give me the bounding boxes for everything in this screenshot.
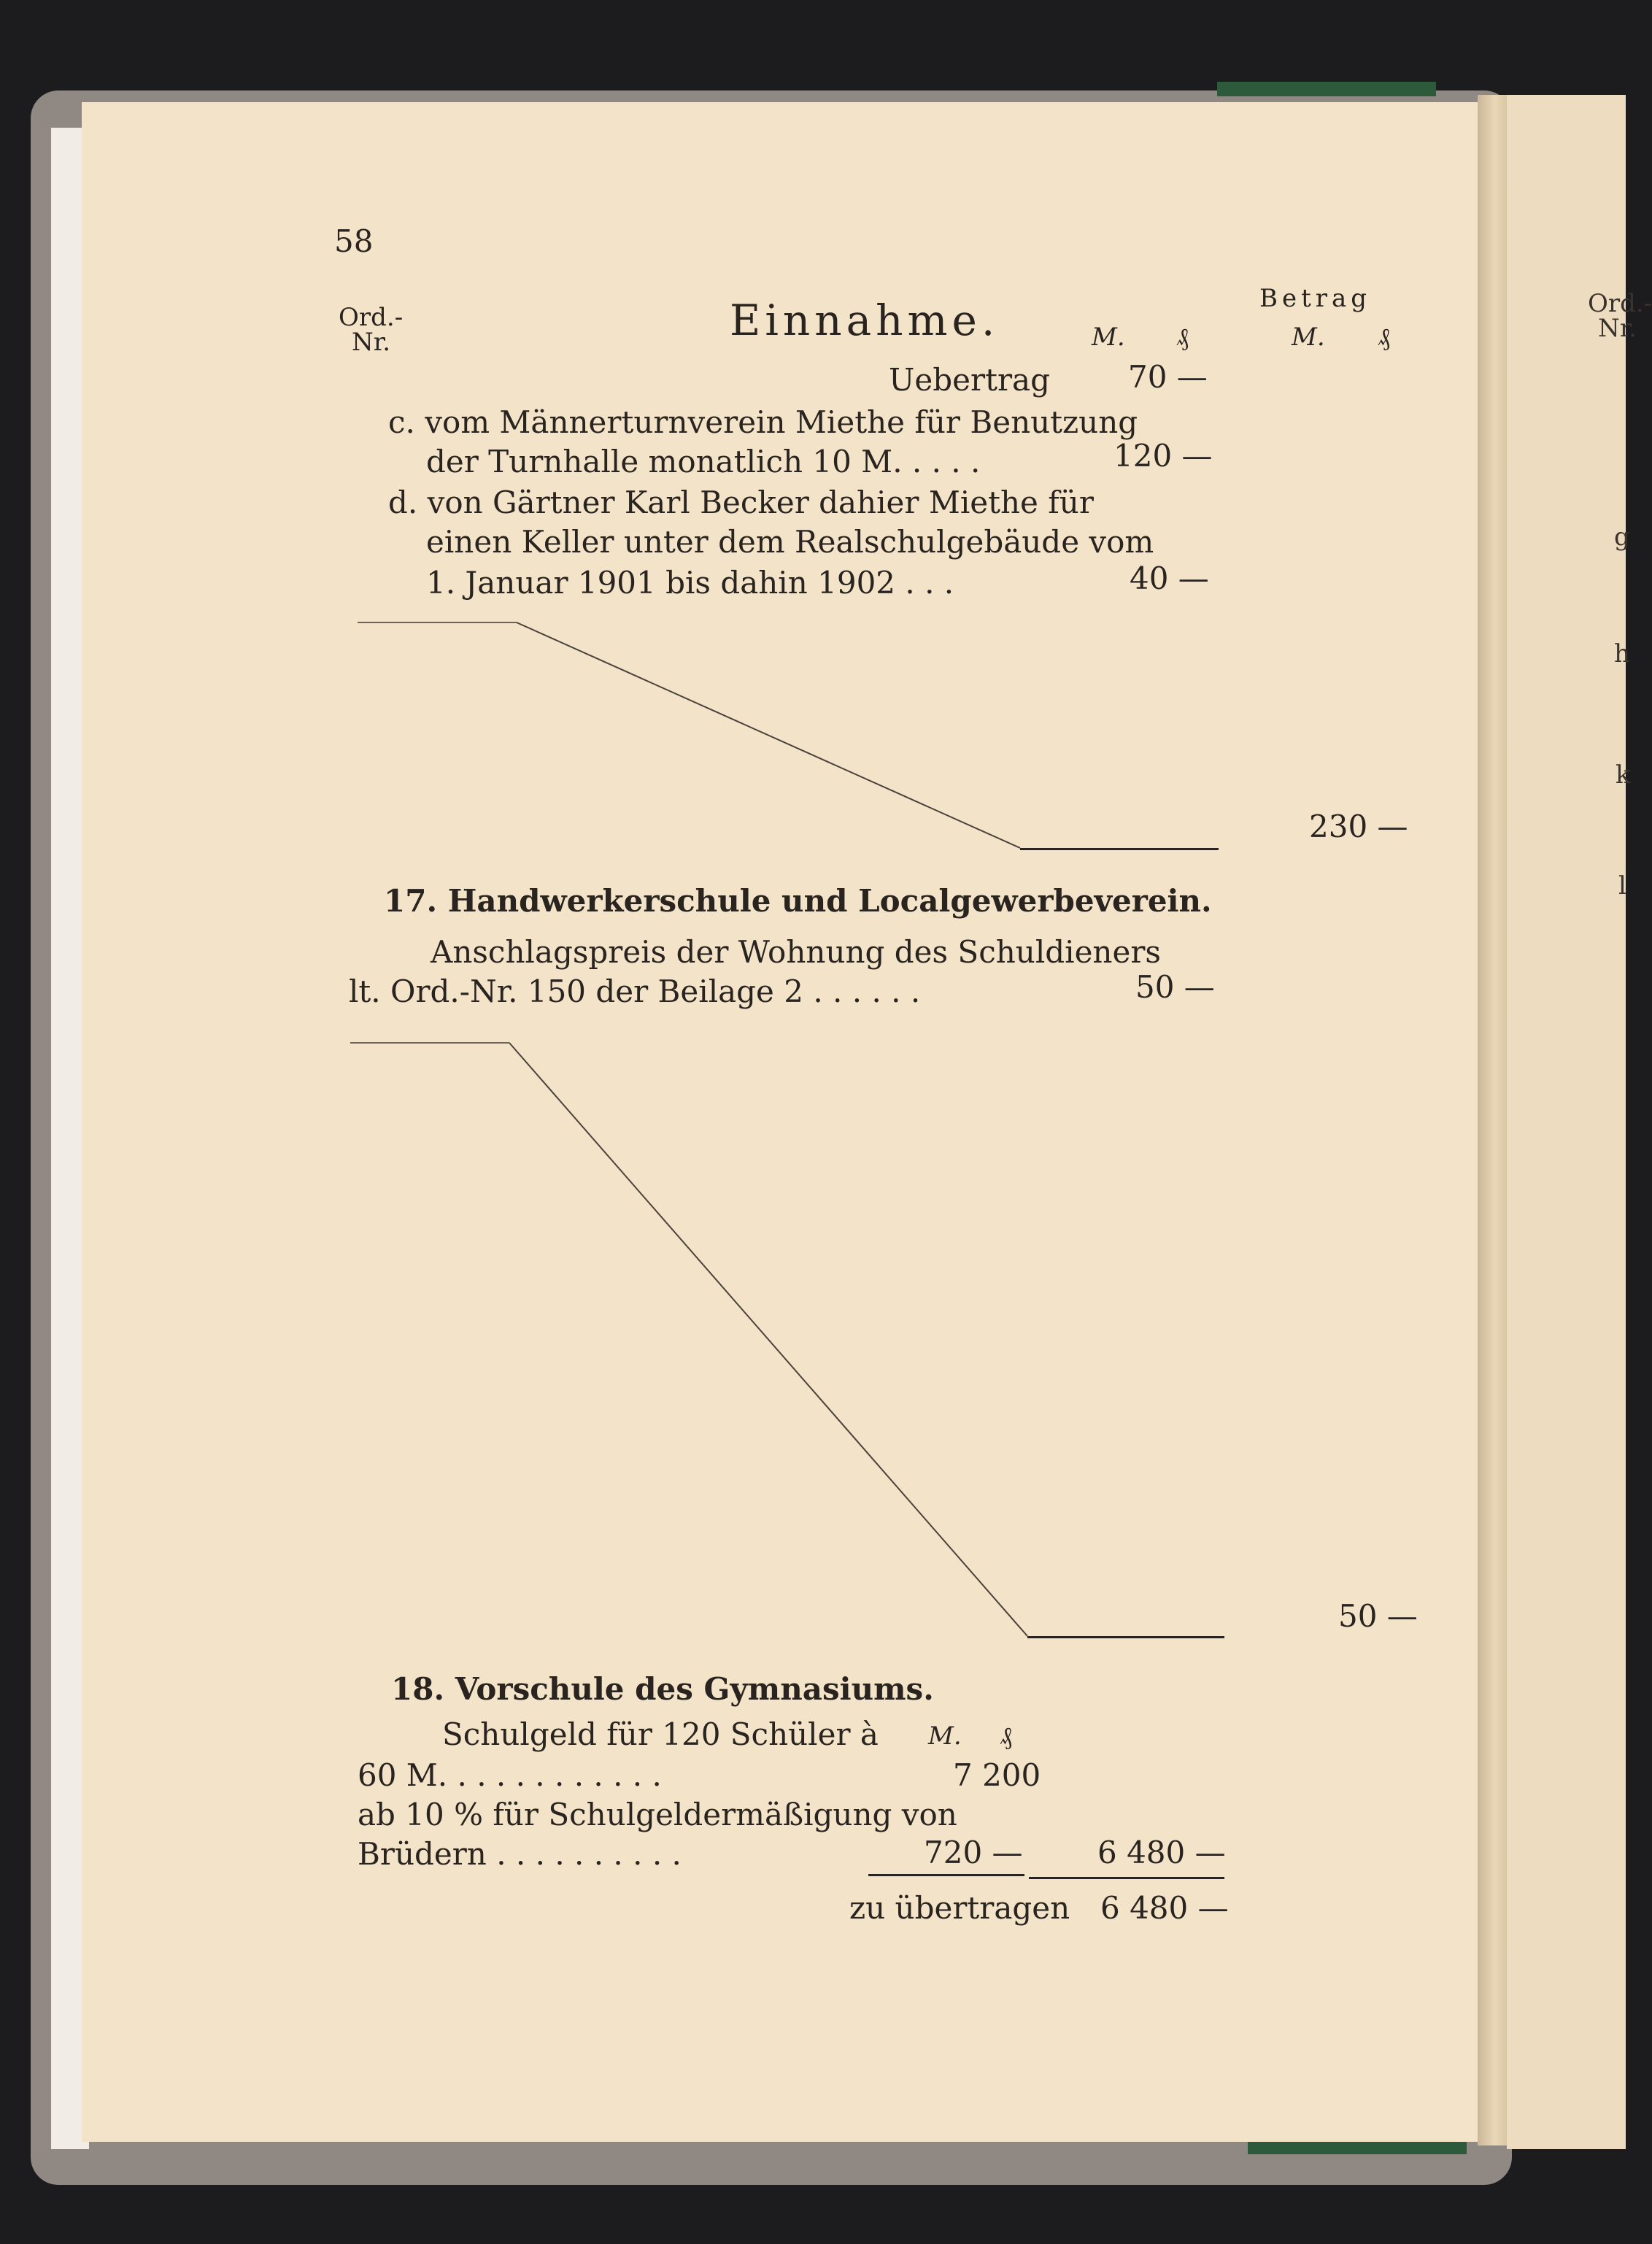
- carry-label: zu übertragen: [849, 1890, 1070, 1926]
- facing-nr-fragment: Nr.: [1598, 314, 1637, 343]
- section-17-total: 50 —: [1338, 1598, 1418, 1634]
- section-16-diagonal: [517, 622, 1020, 848]
- page-title: Einnahme.: [730, 296, 1000, 345]
- uebertrag-label: Uebertrag: [889, 362, 1050, 398]
- section-17-line2: lt. Ord.-Nr. 150 der Beilage 2 . . . . . .: [349, 973, 921, 1009]
- ord-nr-header-1: Ord.-: [339, 303, 404, 332]
- item-d-line3: 1. Januar 1901 bis dahin 1902 . . .: [426, 565, 954, 601]
- section-18-value2: 720 —: [924, 1835, 1023, 1870]
- section-18-pf-header: ₰: [1000, 1721, 1012, 1751]
- facing-fragment-k: k: [1616, 760, 1631, 790]
- item-d-value: 40 —: [1130, 560, 1209, 596]
- item-c-value: 120 —: [1113, 438, 1213, 474]
- carry-value: 6 480 —: [1100, 1890, 1229, 1926]
- betrag-header: Betrag: [1259, 284, 1372, 313]
- section-18-line3: ab 10 % für Schulgeldermäßigung von: [358, 1797, 957, 1832]
- item-d-line2: einen Keller unter dem Realschulgebäude vom: [426, 524, 1154, 560]
- facing-ord-fragment: Ord.-: [1588, 289, 1652, 318]
- item-c-line1: c. vom Männerturnverein Miethe für Benutzung: [388, 404, 1138, 440]
- col-mark-header: M.: [1092, 323, 1125, 352]
- item-d-line1: d. von Gärtner Karl Becker dahier Miethe für: [388, 485, 1094, 520]
- uebertrag-value: 70 —: [1128, 359, 1208, 395]
- item-c-line2: der Turnhalle monatlich 10 M. . . . .: [426, 444, 981, 479]
- section-18-line1: Schulgeld für 120 Schüler à: [442, 1716, 879, 1752]
- section-18-mark-header: M.: [928, 1721, 962, 1751]
- facing-fragment-l: l: [1618, 871, 1626, 901]
- page-number: 58: [334, 223, 374, 259]
- section-17-value: 50 —: [1135, 969, 1215, 1005]
- facing-fragment-g: g: [1614, 523, 1630, 552]
- section-17-diagonal: [509, 1043, 1027, 1636]
- section-18-value1: 7 200: [953, 1757, 1041, 1793]
- section-16-total: 230 —: [1309, 809, 1408, 844]
- section-17-heading: 17. Handwerkerschule und Localgewerbeverein.: [384, 883, 1212, 919]
- betrag-mark-header: M.: [1292, 323, 1325, 352]
- betrag-pf-header: ₰: [1378, 323, 1390, 352]
- facing-fragment-h: h: [1614, 639, 1630, 668]
- section-18-line2: 60 M. . . . . . . . . . . .: [358, 1757, 662, 1793]
- section-18-line4: Brüdern . . . . . . . . . .: [358, 1836, 682, 1872]
- ord-nr-header-2: Nr.: [352, 328, 391, 357]
- section-17-line1: Anschlagspreis der Wohnung des Schuldieners: [431, 934, 1161, 970]
- section-18-heading: 18. Vorschule des Gymnasiums.: [391, 1671, 934, 1707]
- col-pf-header: ₰: [1176, 323, 1189, 352]
- section-18-total: 6 480 —: [1097, 1835, 1226, 1870]
